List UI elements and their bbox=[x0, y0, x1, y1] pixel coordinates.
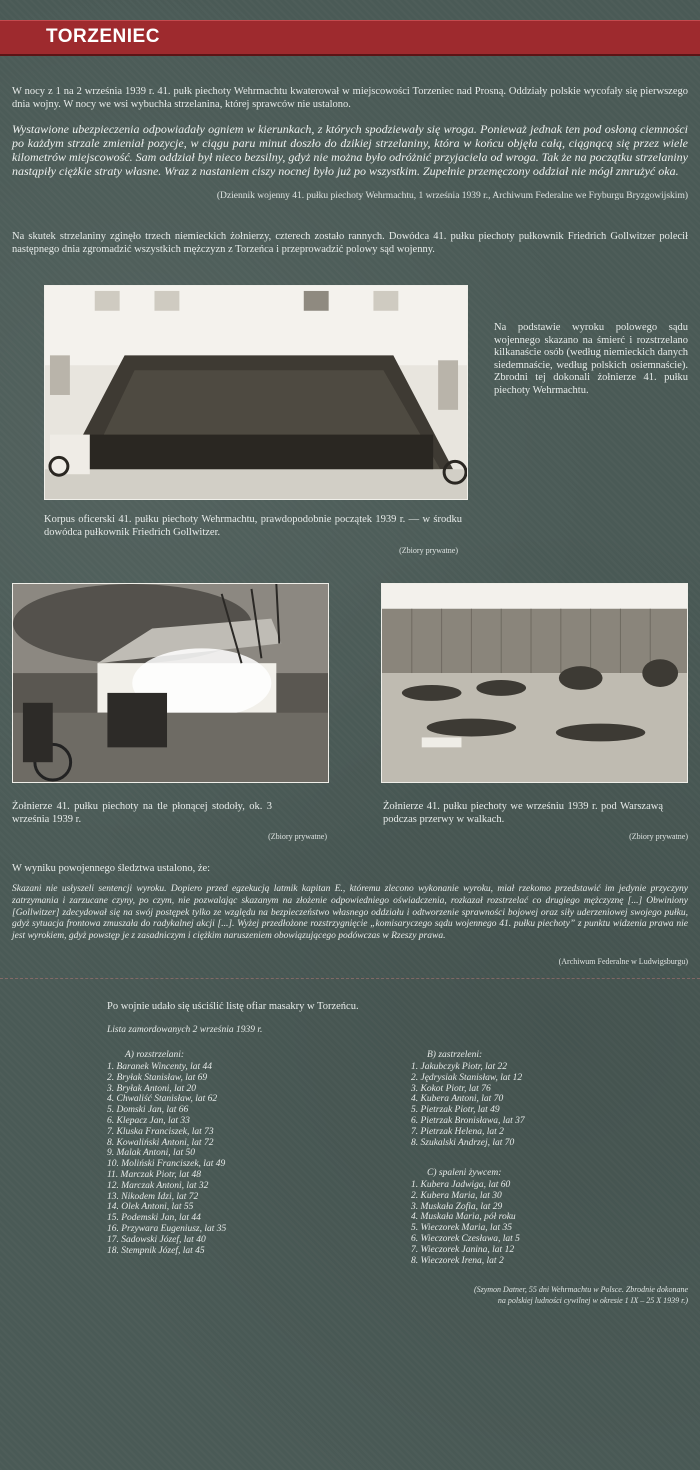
investigation-source: (Archiwum Federalne w Ludwigsburgu) bbox=[558, 957, 688, 966]
group-c-heading: C) spaleni żywcem: bbox=[427, 1168, 502, 1178]
investigation-quote: Skazani nie usłyszeli sentencji wyroku. Dopiero przed egzekucją latmik kapitan E., któremu zlecono wykonanie wyroku, miał rzekomo przedstawić im jedynie przyczyny zatrzymania i zarzucane czyny, po czym, nie pozwalając skazanym na złożenie odpowiedniego oświadczenia, rozkazał rozstrzelać co drugiego mężczyznę [...] Obwiniony [Gollwitzer] zdecydował się na swój postępek tylko ze względu na bezpieczeństwo własnego oddziału i odtworzenie sprawności bojowej oraz siły uderzeniowej swojego pułku, gdyż sytuacja frontowa zmuszała do radykalnej akcji [...]. Wyżej przedłożone rozstrzygnięcie „komisaryczego sądu wojennego 41. pułku piechoty” z punktu widzenia prawa nie jest wyrokiem, gdyż powstęp je z zasadniczym i ciężkim naruszeniem obowiązującego podówczas w Rzeszy prawa. bbox=[12, 884, 688, 942]
victim-list-item: 7. Kluska Franciszek, lat 73 bbox=[107, 1126, 214, 1137]
victim-list-item: 7. Wieczorek Janina, lat 12 bbox=[411, 1244, 515, 1255]
victim-list-item: 5. Wieczorek Maria, lat 35 bbox=[411, 1223, 512, 1234]
victim-list-item: 14. Olek Antoni, lat 55 bbox=[107, 1202, 194, 1213]
investigation-heading: W wyniku powojennego śledztwa ustalono, że: bbox=[12, 863, 211, 874]
group-c-list bbox=[411, 1180, 520, 1266]
victim-list-item: 10. Moliński Franciszek, lat 49 bbox=[107, 1159, 226, 1170]
list-intro: Po wojnie udało się uściślić listę ofiar masakry w Torzeńcu. bbox=[107, 1001, 359, 1012]
victim-list-item: 6. Wieczorek Czesława, lat 5 bbox=[411, 1233, 520, 1244]
photo2-credit: (Zbiory prywatne) bbox=[268, 832, 327, 841]
victim-list-item: 13. Nikodem Idzi, lat 72 bbox=[107, 1191, 199, 1202]
war-diary-source: (Dziennik wojenny 41. pułku piechoty Wehrmachtu, 1 września 1939 r., Archiwum Federalne we Fryburgu Bryzgowijskim) bbox=[216, 191, 688, 201]
war-diary-quote: Wystawione ubezpieczenia odpowiadały ogniem w kierunkach, z których spodziewały się wroga. Ponieważ jednak ten pod osłoną ciemności po każdym strzale zmieniał pozycje, w ciągu paru minut doszło do dzikiej strzelaniny, która w końcu objęła całą, ciągnącą się przez wiele kilometrów miejscowość. Sam oddział był nieco bezsilny, gdyż nie można było odróżnić przyjaciela od wroga. Tak że na początku strzelaniny nastąpiły ciężkie straty własne. Wraz z nastaniem ciszy nocnej było już po wszystkim. Zupełnie przemęczony oddział nie mógł zmrużyć oka. bbox=[12, 122, 688, 178]
victim-list-item: 16. Przywara Eugeniusz, lat 35 bbox=[107, 1223, 227, 1234]
shooting-paragraph: Na skutek strzelaniny zginęło trzech niemieckich żołnierzy, czterech zostało rannych. Dowódca 41. pułku piechoty pułkownik Friedrich Gollwitzer polecił następnego dnia zgromadzić wszystkich mężczyzn z Torzeńca i przeprowadzić polowy sąd wojenny. bbox=[12, 231, 688, 255]
photo1-caption: Korpus oficerski 41. pułku piechoty Wehrmachtu, prawdopodobnie początek 1939 r. — w środku dowódca pułkownik Friedrich Gollwitzer. bbox=[44, 514, 462, 538]
intro-paragraph: W nocy z 1 na 2 września 1939 r. 41. pułk piechoty Wehrmachtu kwaterował w miejscowości Torzeniec nad Prosną. Oddziały polskie wycofały się pierwszego dnia wojny. W nocy we wsi wybuchła strzelanina, której sprawców nie ustalono. bbox=[12, 86, 688, 110]
burning-barn-photo bbox=[12, 583, 329, 783]
photo3-caption: Żołnierze 41. pułku piechoty we wrześniu 1939 r. pod Warszawą podczas przerwy w walkach. bbox=[383, 801, 663, 825]
victim-list-item: 3. Muskała Zofia, lat 29 bbox=[411, 1201, 503, 1212]
victim-list-item: 17. Sadowski Józef, lat 40 bbox=[107, 1234, 206, 1245]
group-a-list bbox=[107, 1062, 226, 1256]
title-bar bbox=[0, 20, 700, 56]
victim-list-item: 3. Bryłak Antoni, lat 20 bbox=[107, 1083, 197, 1094]
victim-list-item: 2. Bryłak Stanisław, lat 69 bbox=[107, 1072, 208, 1083]
page-title: TORZENIEC bbox=[46, 26, 160, 47]
victim-list-item: 15. Podemski Jan, lat 44 bbox=[107, 1213, 201, 1224]
victim-list-item: 5. Domski Jan, lat 66 bbox=[107, 1105, 189, 1116]
footer-source-line-1: (Szymon Datner, 55 dni Wehrmachtu w Polsce. Zbrodnie dokonane bbox=[473, 1285, 688, 1294]
photo1-credit: (Zbiory prywatne) bbox=[399, 546, 458, 555]
victim-list-item: 4. Kubera Antoni, lat 70 bbox=[411, 1094, 504, 1105]
victim-list-item: 7. Pietrzak Helena, lat 2 bbox=[411, 1126, 504, 1137]
victim-list-item: 5. Pietrzak Piotr, lat 49 bbox=[411, 1105, 500, 1116]
victim-list-item: 11. Marczak Piotr, lat 48 bbox=[107, 1169, 201, 1180]
group-b-heading: B) zastrzeleni: bbox=[427, 1050, 483, 1060]
victim-list-item: 9. Malak Antoni, lat 50 bbox=[107, 1148, 195, 1159]
execution-side-text: Na podstawie wyroku polowego sądu wojennego skazano na śmierć i rozstrzelano kilkanaście osób (według niemieckich danych siedemnaście, według polskich osiemnaście). Zbrodni tej dokonali żołnierze 41. pułku piechoty Wehrmachtu. bbox=[494, 322, 688, 396]
group-b-list bbox=[411, 1062, 525, 1148]
victim-list-item: 1. Baranek Wincenty, lat 44 bbox=[107, 1062, 213, 1072]
victim-list-item: 8. Wieczorek Irena, lat 2 bbox=[411, 1255, 504, 1266]
group-a-heading: A) rozstrzelani: bbox=[125, 1050, 185, 1060]
victim-list-item: 12. Marczak Antoni, lat 32 bbox=[107, 1180, 209, 1191]
victim-list-item: 4. Muskała Maria, pół roku bbox=[411, 1212, 516, 1223]
victim-list-item: 2. Kubera Maria, lat 30 bbox=[411, 1190, 502, 1201]
victim-list-item: 1. Kubera Jadwiga, lat 60 bbox=[411, 1180, 511, 1190]
victim-list-item: 4. Chwaliść Stanisław, lat 62 bbox=[107, 1094, 218, 1105]
victim-list-item: 8. Kowaliński Antoni, lat 72 bbox=[107, 1137, 214, 1148]
victim-list-item: 6. Pietrzak Bronisława, lat 37 bbox=[411, 1115, 525, 1126]
victim-list-item: 1. Jakubczyk Piotr, lat 22 bbox=[411, 1062, 508, 1072]
victim-list-item: 8. Szukalski Andrzej, lat 70 bbox=[411, 1137, 515, 1148]
photo3-credit: (Zbiory prywatne) bbox=[629, 832, 688, 841]
list-title: Lista zamordowanych 2 września 1939 r. bbox=[107, 1025, 263, 1035]
officer-corps-photo bbox=[44, 285, 468, 500]
victim-list-item: 18. Stempnik Józef, lat 45 bbox=[107, 1245, 205, 1256]
footer-source-line-2: na polskiej ludności cywilnej w okresie 1 IX – 25 X 1939 r.) bbox=[497, 1296, 688, 1305]
victim-list-item: 2. Jędrysiak Stanisław, lat 12 bbox=[411, 1072, 523, 1083]
victim-list-item: 6. Klepacz Jan, lat 33 bbox=[107, 1115, 190, 1126]
victim-list-item: 3. Kokot Piotr, lat 76 bbox=[411, 1083, 491, 1094]
section-divider bbox=[0, 978, 700, 979]
soldiers-resting-photo bbox=[381, 583, 688, 783]
photo2-caption: Żołnierze 41. pułku piechoty na tle płonącej stodoły, ok. 3 września 1939 r. bbox=[12, 801, 272, 825]
